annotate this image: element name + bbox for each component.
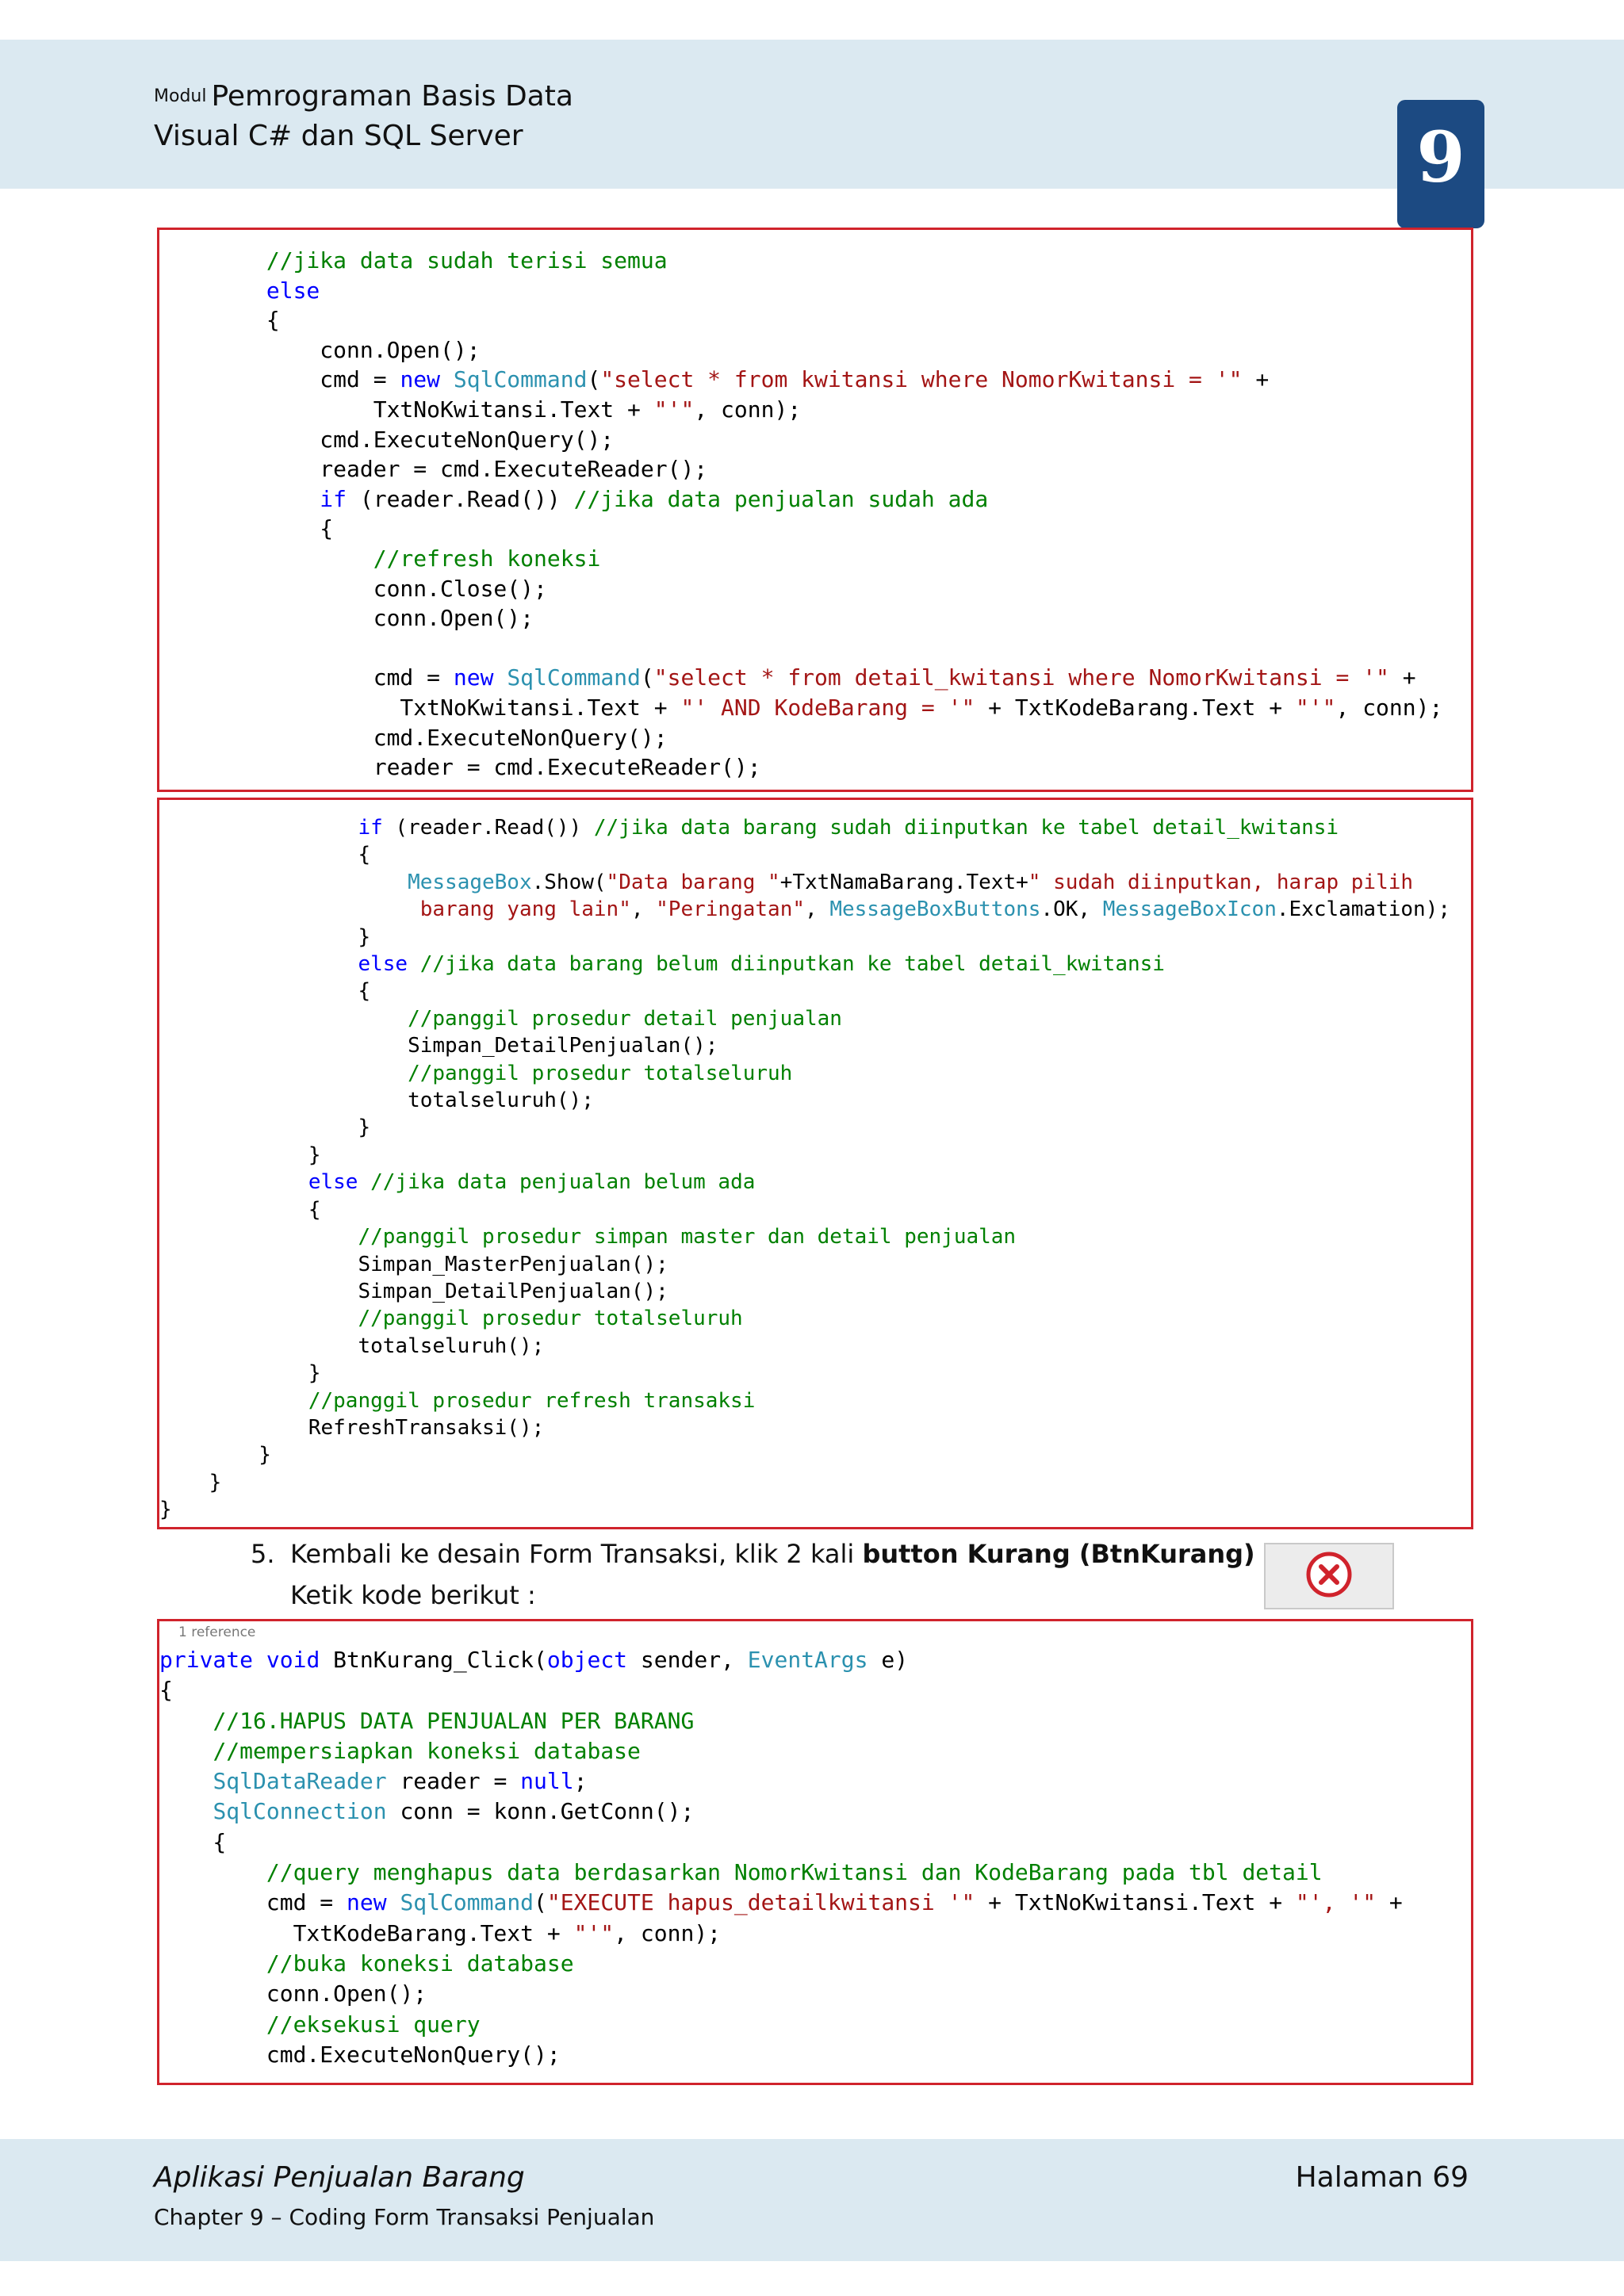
code-line	[159, 1979, 1403, 2009]
code-token: TxtKodeBarang.Text +	[159, 1919, 574, 1946]
code-token: }	[159, 1470, 222, 1494]
code-line	[159, 1888, 1403, 1918]
code-token: cmd.ExecuteNonQuery();	[159, 2041, 561, 2068]
code-token: + TxtNoKwitansi.Text +	[975, 1889, 1296, 1916]
code-token: TxtNoKwitansi.Text +	[159, 694, 681, 721]
code-token	[358, 1170, 370, 1194]
code-line	[159, 924, 1450, 951]
code-line	[159, 1305, 1450, 1332]
code-line	[159, 1766, 1403, 1797]
code-line	[159, 544, 1442, 574]
code-token: }	[159, 1498, 172, 1522]
code-token: totalseluruh();	[159, 1089, 594, 1113]
code-token	[159, 816, 358, 840]
code-line	[159, 663, 1442, 693]
module-title	[154, 78, 573, 157]
code-token: "'"	[573, 1919, 615, 1946]
code-token: "', '"	[1295, 1889, 1377, 1916]
code-token	[408, 952, 420, 976]
code-token: //eksekusi query	[266, 2011, 481, 2038]
code-token	[159, 1307, 358, 1330]
code-token	[159, 1798, 213, 1824]
module-title-line2: Visual C# dan SQL Server	[154, 120, 523, 152]
code-line	[159, 633, 1442, 664]
code-token: object	[546, 1647, 628, 1673]
code-token: "' AND KodeBarang = '"	[680, 694, 975, 721]
page-number: Halaman 69	[1295, 2161, 1469, 2194]
code-token: , conn);	[1335, 694, 1443, 721]
code-token: //mempersiapkan koneksi database	[213, 1737, 641, 1764]
code-token: (reader.Read())	[382, 816, 594, 840]
code-token: void	[266, 1647, 320, 1673]
code-line	[159, 603, 1442, 633]
code-token: Simpan_DetailPenjualan();	[159, 1034, 718, 1058]
code-line	[159, 693, 1442, 723]
code-block-2-text	[159, 814, 1450, 1524]
code-token: "select * from detail_kwitansi where NomorKwitansi = '"	[653, 664, 1389, 691]
code-token: //refresh koneksi	[373, 545, 601, 572]
code-block-1	[157, 228, 1473, 792]
code-token: SqlCommand	[453, 366, 588, 393]
code-token: conn.Open();	[159, 336, 481, 363]
code-token: EventArgs	[747, 1647, 868, 1673]
code-token	[159, 1170, 308, 1194]
code-token: }	[159, 1142, 321, 1167]
code-line	[159, 1196, 1450, 1223]
step-text-bold: button Kurang (BtnKurang)	[862, 1539, 1255, 1569]
code-token: //panggil prosedur simpan master dan detail penjualan	[358, 1225, 1017, 1249]
code-token: " sudah diinputkan, harap pilih	[1028, 870, 1414, 894]
code-token: sender,	[627, 1647, 748, 1673]
code-token: {	[159, 1197, 321, 1222]
code-block-3	[157, 1619, 1473, 2085]
code-block-1-text	[159, 246, 1442, 783]
code-token: else	[358, 952, 408, 977]
code-token: conn.Open();	[159, 1980, 427, 2007]
code-token: , conn);	[614, 1919, 722, 1946]
code-token: conn = konn.GetConn();	[386, 1798, 695, 1825]
page-footer	[0, 2139, 1624, 2261]
code-token	[159, 2011, 266, 2038]
code-token: {	[159, 979, 371, 1004]
code-block-2	[157, 798, 1473, 1529]
code-token: else	[308, 1170, 358, 1195]
code-token	[159, 1950, 266, 1976]
code-token	[159, 1859, 266, 1885]
code-token: null	[520, 1768, 574, 1795]
code-token	[159, 1738, 213, 1764]
code-token: conn.Open();	[159, 605, 534, 632]
module-title-line1: Pemrograman Basis Data	[211, 80, 573, 113]
code-token: +	[1242, 366, 1270, 393]
code-line	[159, 1736, 1403, 1766]
code-token: TxtNoKwitansi.Text +	[159, 396, 654, 423]
code-line	[159, 1949, 1403, 1979]
code-token: //panggil prosedur totalseluruh	[408, 1061, 793, 1085]
code-line	[159, 276, 1442, 306]
code-line	[159, 246, 1442, 276]
code-token: }	[159, 924, 371, 949]
code-token	[493, 664, 507, 691]
code-token: BtnKurang_Click(	[320, 1647, 547, 1673]
code-token: conn.Close();	[159, 575, 547, 602]
code-token: {	[159, 843, 371, 867]
code-token: cmd =	[159, 1889, 347, 1916]
code-block-3-text	[159, 1645, 1403, 2070]
code-token: cmd.ExecuteNonQuery();	[159, 724, 668, 751]
code-token: SqlCommand	[400, 1889, 534, 1916]
code-token	[159, 1389, 308, 1413]
code-line	[159, 1441, 1450, 1468]
code-token	[387, 1889, 400, 1915]
code-line	[159, 814, 1450, 841]
code-token	[159, 277, 266, 304]
code-token: , conn);	[694, 396, 802, 423]
code-token	[159, 1708, 213, 1734]
code-token	[253, 1647, 266, 1673]
code-line	[159, 951, 1450, 978]
code-token	[159, 545, 373, 572]
code-line	[159, 1469, 1450, 1496]
code-line	[159, 1114, 1450, 1141]
code-token: //query menghapus data berdasarkan NomorKwitansi dan KodeBarang pada tbl detail	[266, 1859, 1323, 1886]
code-token: }	[159, 1361, 321, 1386]
code-token	[159, 1225, 358, 1249]
code-token: (	[534, 1889, 547, 1916]
code-line	[159, 1142, 1450, 1169]
code-line	[159, 425, 1442, 455]
code-token: MessageBox	[408, 870, 532, 894]
code-token: //jika data barang sudah diinputkan ke tabel detail_kwitansi	[593, 816, 1339, 840]
code-line	[159, 2010, 1403, 2040]
code-token	[159, 952, 358, 976]
code-line	[159, 305, 1442, 335]
code-token: Simpan_MasterPenjualan();	[159, 1252, 668, 1276]
code-line	[159, 395, 1442, 425]
code-token: +TxtNamaBarang.Text+	[779, 870, 1028, 894]
code-token: {	[159, 1828, 227, 1855]
code-line	[159, 1706, 1403, 1736]
code-line	[159, 1827, 1403, 1858]
code-line	[159, 978, 1450, 1004]
code-token: (	[640, 664, 654, 691]
code-token: }	[159, 1443, 271, 1468]
code-token: //16.HAPUS DATA PENJUALAN PER BARANG	[213, 1707, 695, 1734]
code-line	[159, 514, 1442, 544]
step-number: 5.	[251, 1539, 275, 1569]
code-token: SqlConnection	[213, 1798, 387, 1825]
code-line	[159, 454, 1442, 484]
code-token: {	[159, 515, 334, 542]
code-token: "'"	[653, 396, 695, 423]
code-token: ;	[573, 1768, 588, 1795]
code-line	[159, 869, 1450, 896]
close-circle-icon	[1304, 1549, 1354, 1604]
code-token: if	[320, 485, 347, 512]
page-header	[0, 40, 1624, 198]
code-token: else	[266, 277, 320, 304]
code-token: MessageBoxIcon	[1102, 897, 1277, 922]
code-token	[159, 1768, 213, 1794]
reference-count: 1 reference	[178, 1624, 256, 1640]
code-token: //buka koneksi database	[266, 1950, 574, 1976]
code-line	[159, 1919, 1403, 1949]
code-token: reader = cmd.ExecuteReader();	[159, 754, 761, 781]
code-token: //panggil prosedur detail penjualan	[408, 1006, 842, 1031]
code-line	[159, 1060, 1450, 1087]
code-line	[159, 365, 1442, 395]
code-line	[159, 1360, 1450, 1387]
code-line	[159, 1414, 1450, 1441]
code-token: //panggil prosedur totalseluruh	[358, 1307, 743, 1331]
code-token: cmd.ExecuteNonQuery();	[159, 426, 615, 453]
code-token: //jika data penjualan sudah ada	[573, 485, 989, 512]
code-token: Simpan_DetailPenjualan();	[159, 1279, 668, 1303]
footer-subtitle: Chapter 9 – Coding Form Transaksi Penjualan	[154, 2204, 655, 2230]
code-token: MessageBoxButtons	[829, 897, 1041, 922]
code-line	[159, 574, 1442, 604]
code-token: new	[400, 366, 441, 393]
code-token: reader =	[386, 1768, 521, 1795]
code-line	[159, 1675, 1403, 1705]
code-token: new	[347, 1889, 387, 1916]
code-token: reader = cmd.ExecuteReader();	[159, 456, 708, 483]
code-token	[159, 247, 266, 274]
code-token: "Data barang "	[606, 870, 780, 894]
code-token: //jika data penjualan belum ada	[370, 1170, 756, 1195]
code-line	[159, 1858, 1403, 1888]
code-token: }	[159, 1115, 371, 1140]
code-line	[159, 1387, 1450, 1414]
code-line	[159, 2040, 1403, 2070]
code-token: RefreshTransaksi();	[159, 1415, 545, 1440]
code-line	[159, 1645, 1403, 1675]
code-line	[159, 1005, 1450, 1032]
code-token: "select * from kwitansi where NomorKwitansi = '"	[600, 366, 1243, 393]
code-token: +	[1388, 664, 1416, 691]
code-token: "'"	[1295, 694, 1336, 721]
code-line	[159, 484, 1442, 515]
code-line	[159, 752, 1442, 783]
code-line	[159, 1087, 1450, 1114]
code-token: + TxtKodeBarang.Text +	[975, 694, 1296, 721]
code-token: .Show(	[531, 870, 607, 894]
code-token: +	[1376, 1889, 1403, 1916]
code-token: SqlCommand	[507, 664, 641, 691]
code-line	[159, 1797, 1403, 1827]
code-token	[159, 486, 320, 512]
code-line	[159, 723, 1442, 753]
code-token: (reader.Read())	[347, 485, 574, 512]
code-token	[159, 871, 408, 894]
code-token: //jika data barang belum diinputkan ke tabel detail_kwitansi	[419, 952, 1165, 977]
code-token: //jika data sudah terisi semua	[266, 247, 668, 274]
code-token: cmd =	[159, 664, 454, 691]
modul-label: Modul	[154, 86, 207, 106]
code-line	[159, 896, 1450, 923]
code-token: if	[358, 816, 383, 840]
code-line	[159, 1169, 1450, 1196]
code-token: totalseluruh();	[159, 1334, 545, 1358]
btn-kurang-image	[1264, 1543, 1394, 1609]
code-token: SqlDataReader	[213, 1768, 387, 1795]
code-token: {	[159, 307, 280, 334]
code-token: .OK,	[1040, 897, 1103, 922]
code-line	[159, 335, 1442, 365]
footer-title: Aplikasi Penjualan Barang	[154, 2161, 525, 2194]
code-token: new	[453, 664, 494, 691]
code-token: //panggil prosedur refresh transaksi	[308, 1388, 756, 1413]
code-token	[159, 1007, 408, 1031]
code-token: private	[159, 1647, 254, 1673]
code-token: e)	[868, 1647, 909, 1673]
code-line	[159, 841, 1450, 868]
code-token	[159, 1062, 408, 1085]
code-token: (	[587, 366, 601, 393]
code-line	[159, 1496, 1450, 1523]
code-token: "EXECUTE hapus_detailkwitansi '"	[546, 1889, 975, 1916]
code-token: ,	[630, 897, 657, 922]
code-line	[159, 1278, 1450, 1305]
chapter-badge: 9	[1397, 100, 1484, 228]
code-token: "Peringatan"	[656, 897, 805, 922]
code-token: ,	[805, 897, 830, 922]
step-text: Kembali ke desain Form Transaksi, klik 2 kali	[290, 1539, 863, 1569]
code-token: cmd =	[159, 366, 400, 393]
code-token: {	[159, 1677, 173, 1704]
code-line	[159, 1223, 1450, 1250]
step-text-line2: Ketik kode berikut :	[290, 1580, 536, 1610]
code-line	[159, 1032, 1450, 1059]
code-token: barang yang lain"	[419, 897, 631, 922]
code-line	[159, 1333, 1450, 1360]
code-line	[159, 1251, 1450, 1278]
code-token: .Exclamation);	[1276, 897, 1451, 922]
code-token	[440, 366, 454, 392]
code-token	[159, 897, 420, 921]
